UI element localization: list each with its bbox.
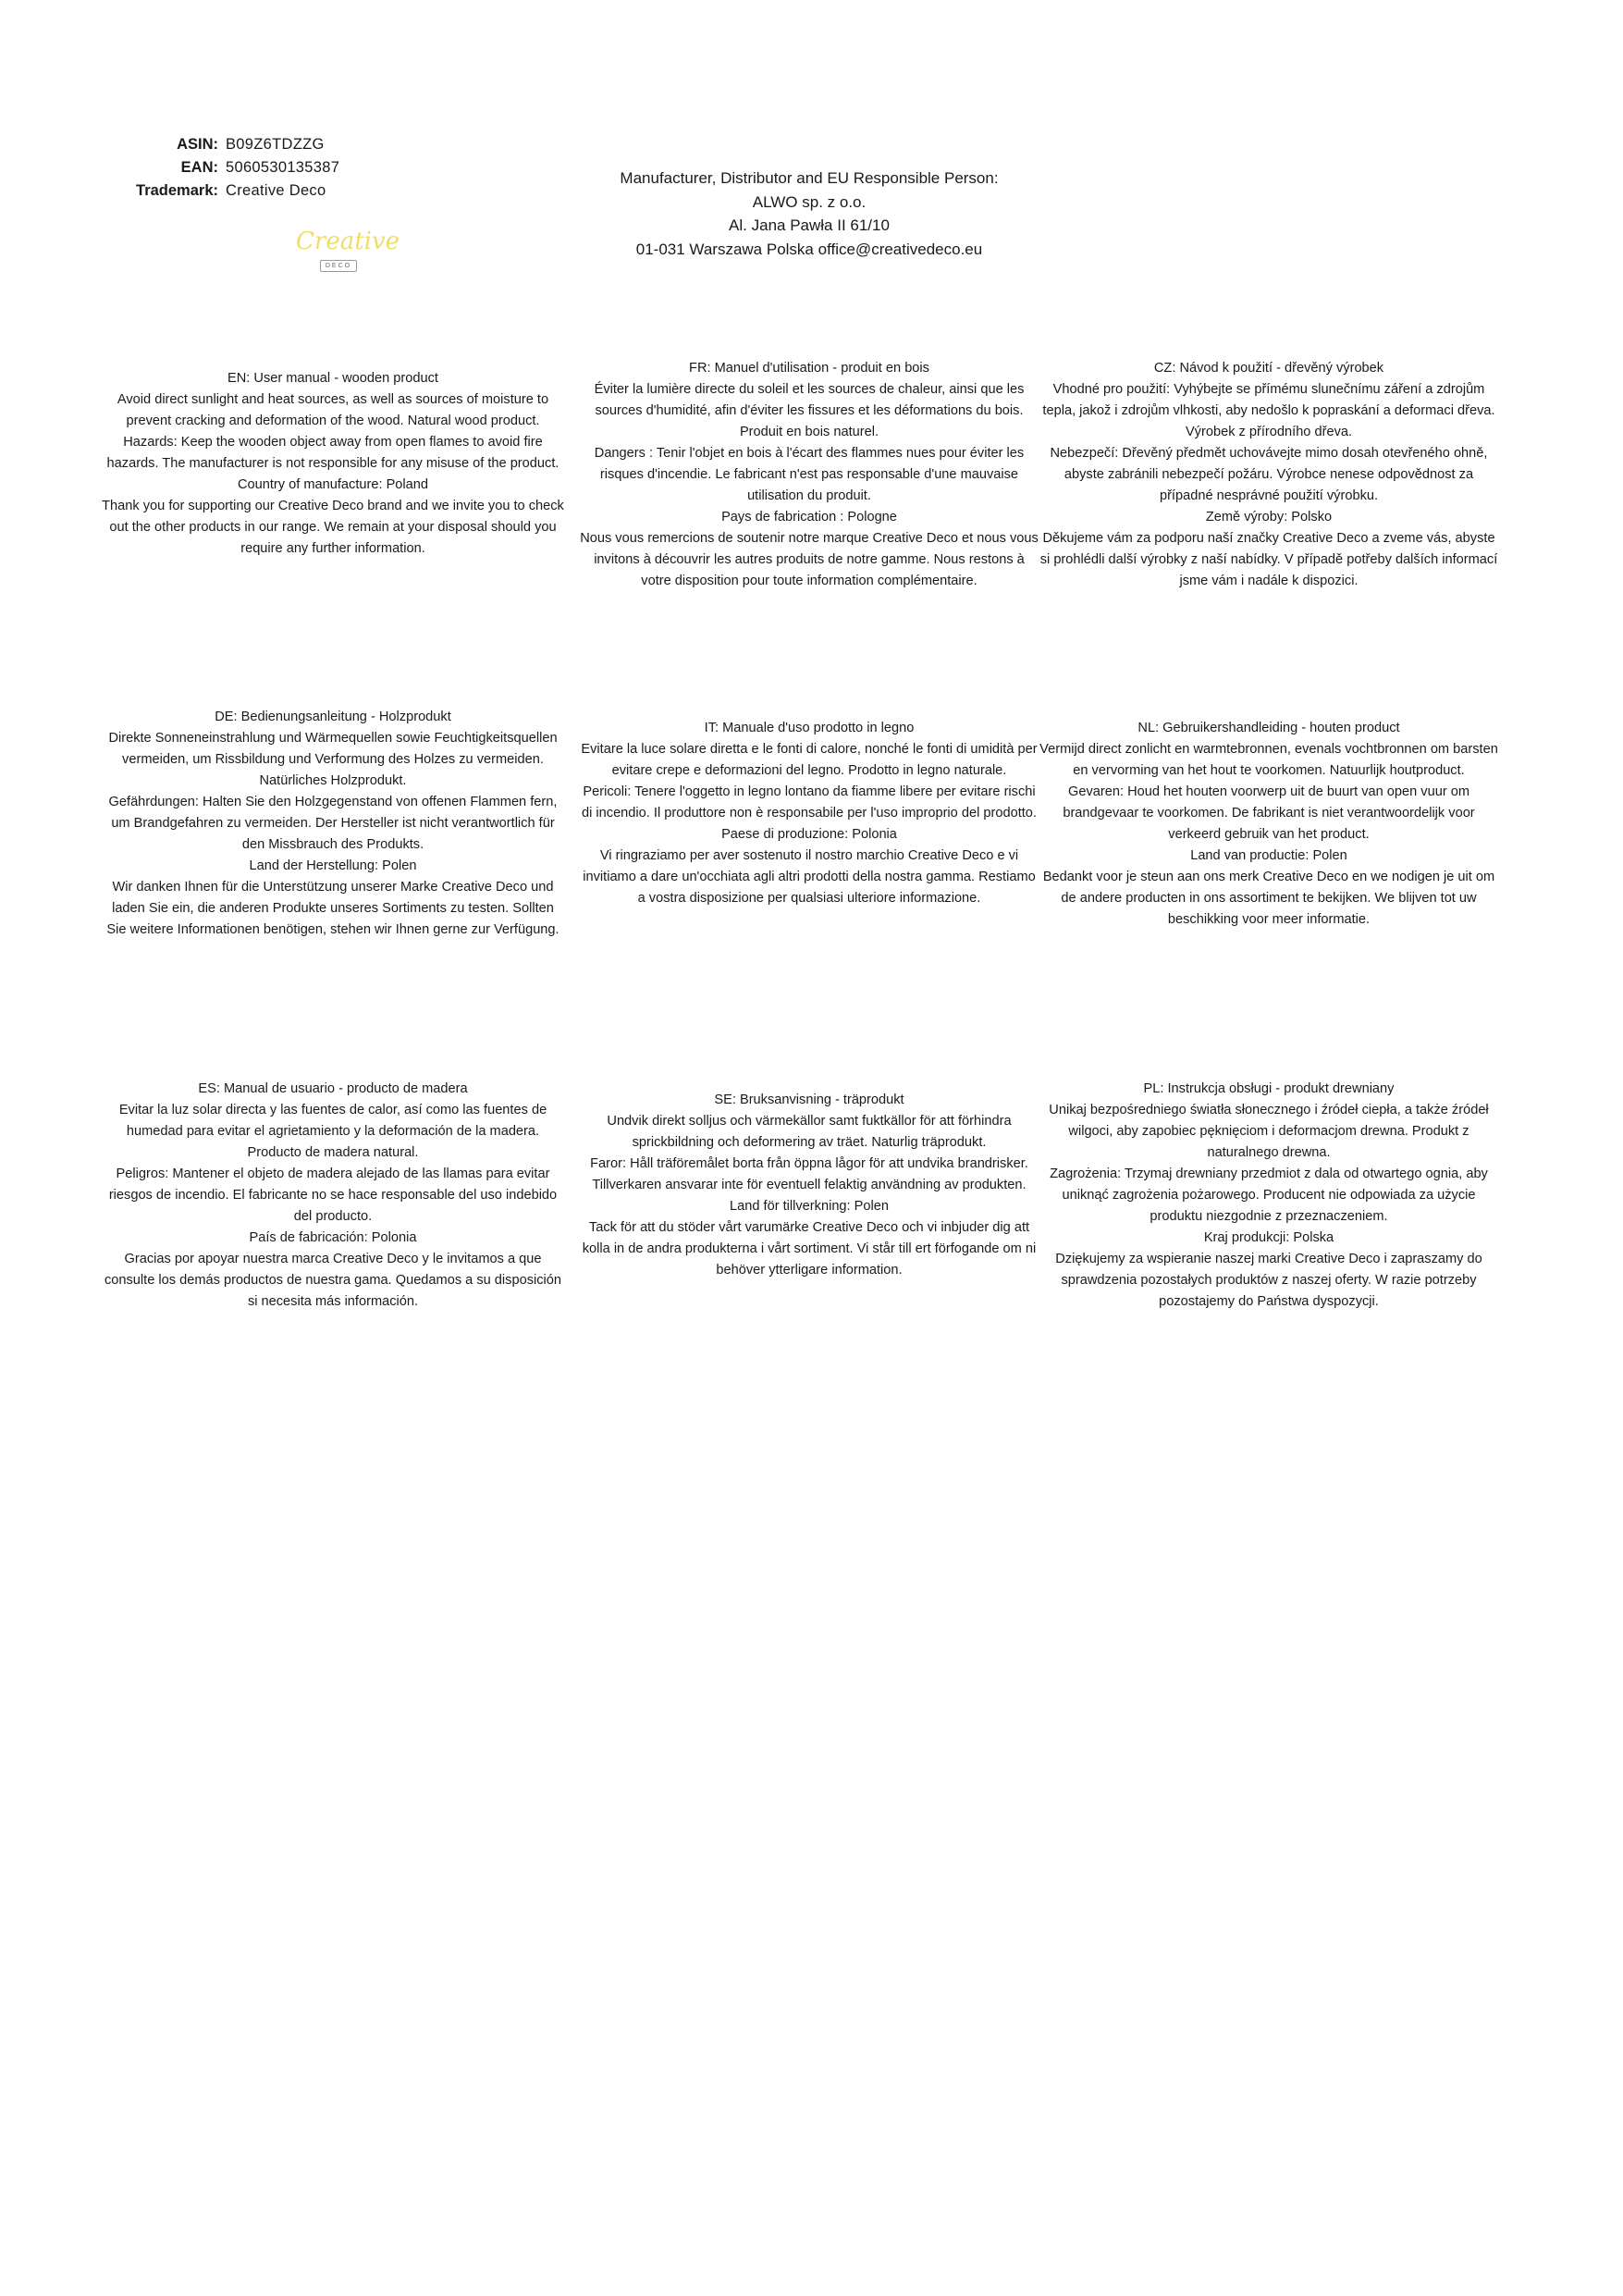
section-thanks: Vi ringraziamo per aver sostenuto il nostro marchio Creative Deco e vi invitiamo a dare un'occhiata agli altri prodotti della nostra gamma. Restiamo a vostra disposizione per qualsiasi ulteriore informazione. (583, 848, 1036, 906)
manual-section-en (102, 368, 564, 560)
manual-section-se (578, 1090, 1040, 1281)
manual-section-de (102, 707, 564, 941)
asin-value: B09Z6TDZZG (226, 136, 325, 153)
section-country: Paese di produzione: Polonia (721, 827, 897, 842)
section-body: Evitare la luce solare diretta e le fonti di calore, nonché le fonti di umidità per evitare crepe e deformazioni del legno. Prodotto in legno naturale. (581, 742, 1038, 778)
section-country: Country of manufacture: Poland (237, 477, 429, 492)
section-thanks: Wir danken Ihnen für die Unterstützung unserer Marke Creative Deco und laden Sie ein, die anderen Produkte unseres Sortiments zu testen. Sollten Sie weitere Informationen benötigen, stehen wir Ihnen gerne zur Verfügung. (106, 880, 559, 937)
section-hazards: Zagrożenia: Trzymaj drewniany przedmiot z dala od otwartego ognia, aby uniknąć zagrożenia pożarowego. Producent nie odpowiada za użycie produktu niezgodnie z przeznaczeniem. (1050, 1167, 1488, 1224)
section-thanks: Nous vous remercions de soutenir notre marque Creative Deco et nous vous invitons à découvrir les autres produits de notre gamme. Nous restons à votre disposition pour toute information complémentaire. (580, 531, 1039, 588)
section-country: Pays de fabrication : Pologne (721, 510, 897, 525)
asin-row (120, 133, 339, 156)
product-meta (120, 133, 339, 203)
section-title: DE: Bedienungsanleitung - Holzprodukt (215, 710, 451, 724)
section-thanks: Bedankt voor je steun aan ons merk Creative Deco en we nodigen je uit om de andere producten in ons assortiment te bekijken. We blijven tot uw beschikking voor meer informatie. (1042, 870, 1495, 927)
asin-label: ASIN: (177, 136, 218, 153)
manual-section-es (102, 1079, 564, 1313)
section-title: FR: Manuel d'utilisation - produit en bois (689, 361, 929, 376)
section-thanks: Tack för att du stöder vårt varumärke Creative Deco och vi inbjuder dig att kolla in de andra produkterna i vårt sortiment. Vi står till ert förfogande om ni behöver ytterligare information. (582, 1220, 1037, 1278)
section-country: Land van productie: Polen (1190, 848, 1347, 863)
section-thanks: Děkujeme vám za podporu naší značky Creative Deco a zveme vás, abyste si prohlédli další výrobky z naší nabídky. V případě potřeby dalších informací jsme vám i nadále k dispozici. (1039, 531, 1498, 588)
trademark-label: Trademark: (136, 182, 218, 199)
ean-row (120, 156, 339, 179)
creative-deco-logo (296, 228, 400, 276)
section-title: EN: User manual - wooden product (227, 371, 438, 386)
section-country: Země výroby: Polsko (1205, 510, 1333, 525)
section-thanks: Dziękujemy za wspieranie naszej marki Creative Deco i zapraszamy do sprawdzenia pozostałych produktów z naszej oferty. W razie potrzeby pozostajemy do Państwa dyspozycji. (1055, 1252, 1482, 1309)
section-body: Evitar la luz solar directa y las fuentes de calor, así como las fuentes de humedad para evitar el agrietamiento y la deformación de la madera. Producto de madera natural. (118, 1103, 547, 1160)
section-body: Direkte Sonneneinstrahlung und Wärmequellen sowie Feuchtigkeitsquellen vermeiden, um Rissbildung und Verformung des Holzes zu vermeiden. Natürliches Holzprodukt. (108, 731, 558, 788)
section-country: Land der Herstellung: Polen (249, 858, 417, 873)
section-title: CZ: Návod k použití - dřevěný výrobek (1153, 361, 1384, 376)
trademark-row (120, 179, 339, 203)
manual-section-fr (578, 358, 1040, 592)
ean-value: 5060530135387 (226, 159, 340, 176)
section-body: Unikaj bezpośredniego światła słonecznego i źródeł ciepła, a także źródeł wilgoci, aby zapobiec pęknięciom i deformacjom drewna. Produkt z naturalnego drewna. (1049, 1103, 1489, 1160)
section-hazards: Faror: Håll träföremålet borta från öppna lågor för att undvika brandrisker. Tillverkaren ansvarar inte för eventuell felaktig användning av produkten. (590, 1156, 1028, 1192)
section-hazards: Peligros: Mantener el objeto de madera alejado de las llamas para evitar riesgos de incendio. El fabricante no se hace responsable del uso indebido del producto. (108, 1167, 558, 1224)
logo-wordmark: Creative (296, 228, 400, 255)
section-body: Undvik direkt solljus och värmekällor samt fuktkällor för att förhindra sprickbildning och deformering av träet. Naturlig träprodukt. (607, 1114, 1012, 1150)
section-country: Land för tillverkning: Polen (730, 1199, 889, 1214)
manufacturer-heading: Manufacturer, Distributor and EU Responsible Person: (620, 169, 999, 187)
manufacturer-info (555, 167, 1064, 261)
section-hazards: Pericoli: Tenere l'oggetto in legno lontano da fiamme libere per evitare rischi di incendio. Il produttore non è responsabile per l'uso improprio del prodotto. (582, 784, 1037, 821)
section-title: SE: Bruksanvisning - träprodukt (714, 1092, 904, 1107)
section-body: Éviter la lumière directe du soleil et les sources de chaleur, ainsi que les sources d'humidité, afin d'éviter les fissures et les déformations du bois. Produit en bois naturel. (594, 382, 1025, 439)
section-title: IT: Manuale d'uso prodotto in legno (704, 721, 915, 735)
logo-badge: DECO (320, 260, 357, 272)
section-thanks: Gracias por apoyar nuestra marca Creative Deco y le invitamos a que consulte los demás productos de nuestra gama. Quedamos a su disposición si necesita más información. (104, 1252, 562, 1309)
section-body: Avoid direct sunlight and heat sources, as well as sources of moisture to prevent cracking and deformation of the wood. Natural wood product. (117, 392, 549, 428)
manual-section-it (578, 718, 1040, 909)
section-hazards: Gefährdungen: Halten Sie den Holzgegenstand von offenen Flammen fern, um Brandgefahren zu vermeiden. Der Hersteller ist nicht verantwortlich für den Missbrauch des Produkts. (108, 795, 558, 852)
section-title: NL: Gebruikershandleiding - houten product (1137, 721, 1400, 735)
section-body: Vhodné pro použití: Vyhýbejte se přímému slunečnímu záření a zdrojům tepla, jakož i zdrojům vlhkosti, aby nedošlo k popraskání a deformaci dřeva. Výrobek z přírodního dřeva. (1042, 382, 1495, 439)
section-hazards: Dangers : Tenir l'objet en bois à l'écart des flammes nues pour éviter les risques d'incendie. Le fabricant n'est pas responsable d'une mauvaise utilisation du produit. (594, 446, 1025, 503)
section-country: País de fabricación: Polonia (249, 1230, 417, 1245)
section-thanks: Thank you for supporting our Creative Deco brand and we invite you to check out the other products in our range. We remain at your disposal should you require any further information. (102, 499, 564, 556)
ean-label: EAN: (180, 159, 218, 176)
manufacturer-company: ALWO sp. z o.o. (752, 192, 867, 211)
section-hazards: Nebezpečí: Dřevěný předmět uchovávejte mimo dosah otevřeného ohně, abyste zabránili nebezpečí požáru. Výrobce nenese odpovědnost za případné nesprávné použití výrobku. (1050, 446, 1488, 503)
section-country: Kraj produkcji: Polska (1203, 1230, 1334, 1245)
section-body: Vermijd direct zonlicht en warmtebronnen, evenals vochtbronnen om barsten en vervorming van het hout te voorkomen. Natuurlijk houtproduct. (1039, 742, 1498, 778)
manual-section-nl (1038, 718, 1500, 931)
section-title: ES: Manual de usuario - producto de madera (198, 1081, 468, 1096)
section-hazards: Gevaren: Houd het houten voorwerp uit de buurt van open vuur om brandgevaar te voorkomen. De fabrikant is niet verantwoordelijk voor verkeerd gebruik van het product. (1063, 784, 1475, 842)
section-hazards: Hazards: Keep the wooden object away from open flames to avoid fire hazards. The manufacturer is not responsible for any misuse of the product. (106, 435, 559, 471)
section-title: PL: Instrukcja obsługi - produkt drewniany (1143, 1081, 1395, 1096)
manual-section-cz (1038, 358, 1500, 592)
trademark-value: Creative Deco (226, 182, 326, 199)
manual-section-pl (1038, 1079, 1500, 1313)
manufacturer-city-email: 01-031 Warszawa Polska office@creativedeco.eu (635, 240, 983, 258)
manufacturer-street: Al. Jana Pawła II 61/10 (729, 216, 890, 234)
